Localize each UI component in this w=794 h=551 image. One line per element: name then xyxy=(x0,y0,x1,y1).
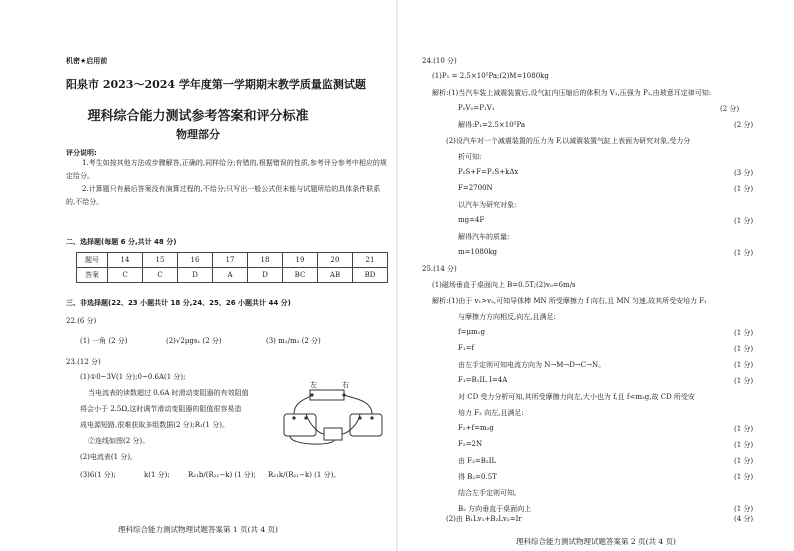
switch-shape xyxy=(324,428,342,440)
q23-line7-a: (3)6(1 分); xyxy=(80,471,116,479)
answer-cell: BC xyxy=(283,268,318,283)
question-number-cell: 15 xyxy=(143,253,178,268)
q23-line2: 当电流表的读数超过 0.6A 时滑动变阻器的有效阻值 xyxy=(88,389,249,397)
section-subtitle: 物理部分 xyxy=(176,128,220,141)
answer-table-answer-row xyxy=(77,268,388,283)
page-footer: 理科综合能力测试物理试题答案第 2 页(共 4 页) xyxy=(516,537,676,546)
q25-equation: 由 F₂=B₂IL xyxy=(458,457,497,465)
scoring-note-2: 2.计算题只有最后答案没有演算过程的,不给分;只写出一般公式但未能与试题所给的具体条件联系的,不给分。 xyxy=(66,185,381,206)
answer-cell: C xyxy=(143,268,178,283)
question-number-cell: 21 xyxy=(353,253,388,268)
q25-score: (1 分) xyxy=(734,361,754,369)
q23-line6: (2)电流表(1 分)。 xyxy=(80,453,138,461)
q24-equation: F=2700N xyxy=(458,184,493,192)
q25-equation: (2)由 B₁Lv₁+B₂Lv₂=Ir xyxy=(446,515,522,523)
q22-part2: (2)√2μgs₁ (2 分) xyxy=(166,337,222,345)
q23-line5: ②连线如图(2 分)。 xyxy=(88,437,150,445)
q25-equation: F₂=2N xyxy=(458,440,483,448)
diagram-label-left: 左 xyxy=(310,381,317,389)
q25-answer: (1)磁场垂直于桌面向上 B=0.5T;(2)v₀=6m/s xyxy=(432,281,576,289)
circuit-diagram xyxy=(280,380,390,450)
q25-score: (1 分) xyxy=(734,425,754,433)
q25-line: 由左手定则可知电流方向为 N→M→D→C→N。 xyxy=(458,361,606,369)
answer-cell: D xyxy=(178,268,213,283)
q25-line: 与摩擦力方向相反,向左,且满足: xyxy=(458,313,556,321)
q25-line: 解析:(1)由于 v₁>v₂,可知导体棒 MN 所受摩擦力 f 向右,且 MN 匀速,故其所受安培力 F₁ xyxy=(432,297,707,305)
answer-cell: A xyxy=(213,268,248,283)
q24-line: 解得汽车的质量: xyxy=(458,233,510,241)
q24-score: (3 分) xyxy=(734,169,754,177)
ammeter-shape xyxy=(284,414,316,436)
q25-equation: f=μm₁g xyxy=(458,328,485,336)
q23-line4: 成电源短路,很难获取多组数据(2 分);R₁(1 分)。 xyxy=(80,421,229,429)
answer-cell: AB xyxy=(318,268,353,283)
notes-heading: 评分说明: xyxy=(66,149,97,157)
scoring-note-1: 1.考生如按其他方法或步骤解答,正确的,同样给分;有错的,根据错误的性质,参考评分参考中相应的规定给分。 xyxy=(66,159,387,180)
q25-score: (4 分) xyxy=(734,515,754,523)
q24-heading: 24.(10 分) xyxy=(422,57,457,65)
q23-line3: 将会小于 2.5Ω,这时调节滑动变阻器的阻值很容易造 xyxy=(80,405,242,413)
question-number-cell: 19 xyxy=(283,253,318,268)
q24-line: 解析:(1)当汽车装上减震装置后,设气缸内压缩后的体积为 V₁,压强为 P₁,由玻意耳定律可知: xyxy=(432,89,712,97)
q24-line: (2)设汽车对一个减震装置的压力为 F,以减震装置气缸上表面为研究对象,受力分 xyxy=(446,137,691,145)
q25-equation: F₂+f=m₂g xyxy=(458,424,494,432)
q25-line: 对 CD 受力分析可知,其所受摩擦力向左,大小也为 f,且 f<m₂g,故 CD 所受安 xyxy=(458,393,695,401)
answer-cell: C xyxy=(108,268,143,283)
q25-score: (1 分) xyxy=(734,377,754,385)
q23-line7-b: k(1 分); xyxy=(144,471,170,479)
q25-score: (1 分) xyxy=(734,345,754,353)
section-nonchoice-heading: 三、非选择题(22、23 小题共计 18 分,24、25、26 小题共计 44 分) xyxy=(66,299,291,307)
q23-heading: 23.(12 分) xyxy=(66,358,101,366)
confidential-label: 机密★启用前 xyxy=(66,57,108,65)
diagram-label-right: 右 xyxy=(342,381,349,389)
q25-equation: 得 B₂=0.5T xyxy=(458,473,497,481)
q25-line: 结合左手定则可知, xyxy=(458,489,517,497)
q23-line1: (1)①0~3V(1 分);0~0.6A(1 分); xyxy=(80,373,186,381)
section-choice-heading: 二、选择题(每题 6 分,共计 48 分) xyxy=(66,238,177,246)
q24-score: (1 分) xyxy=(734,217,754,225)
answer-cell: BD xyxy=(353,268,388,283)
q24-line: 析可知: xyxy=(458,153,482,161)
q25-heading: 25.(14 分) xyxy=(422,265,457,273)
q25-line: B₂ 方向垂直于桌面向上 xyxy=(458,505,532,513)
answer-table-number-row xyxy=(77,253,388,268)
q24-equation: 解得:P₁=2.5×10⁵Pa xyxy=(458,121,526,129)
q23-line7-d: R₂₁k/(R₂₁−k) (1 分)。 xyxy=(268,471,341,479)
answer-page-2 xyxy=(398,0,794,551)
q24-score: (2 分) xyxy=(734,121,754,129)
rheostat-shape xyxy=(310,390,344,400)
q22-part1: (1) 一角 (2 分) xyxy=(80,337,128,345)
q22-heading: 22.(6 分) xyxy=(66,317,97,325)
q24-equation: mg=4F xyxy=(458,216,485,224)
question-number-cell: 16 xyxy=(178,253,213,268)
answer-page-1 xyxy=(0,0,396,551)
question-number-cell: 17 xyxy=(213,253,248,268)
q25-equation: F₁=f xyxy=(458,344,475,352)
page-footer: 理科综合能力测试物理试题答案第 1 页(共 4 页) xyxy=(118,525,278,534)
exam-title: 阳泉市 2023～2024 学年度第一学期期末教学质量监测试题 xyxy=(66,78,366,91)
q25-line: 培力 F₂ 向左,且满足: xyxy=(458,409,524,417)
q24-answer: (1)P₁ = 2.5×10⁵Pa;(2)M=1080kg xyxy=(432,72,549,80)
q24-equation: P₀V₀=P₁V₁ xyxy=(458,104,495,112)
q25-score: (1 分) xyxy=(734,505,754,513)
q24-equation: m=1080kg xyxy=(458,248,498,256)
q24-line: 以汽车为研究对象: xyxy=(458,201,517,209)
answer-cell: D xyxy=(248,268,283,283)
q25-score: (1 分) xyxy=(734,457,754,465)
q24-score: (1 分) xyxy=(734,185,754,193)
question-number-cell: 14 xyxy=(108,253,143,268)
answer-table xyxy=(76,252,388,283)
q25-score: (1 分) xyxy=(734,473,754,481)
q23-line7-c: R₂₁b/(R₂₁−k) (1 分); xyxy=(188,471,256,479)
q24-equation: P₀S+F=P₁S+kΔx xyxy=(458,168,519,176)
main-title: 理科综合能力测试参考答案和评分标准 xyxy=(87,109,309,124)
q25-score: (1 分) xyxy=(734,441,754,449)
q24-score: (1 分) xyxy=(734,249,754,257)
q24-score: (2 分) xyxy=(720,105,740,113)
q22-part3: (3) m₁/m₂ (2 分) xyxy=(266,337,321,345)
question-number-cell: 18 xyxy=(248,253,283,268)
table-row-label: 答案 xyxy=(77,268,108,283)
question-number-cell: 20 xyxy=(318,253,353,268)
q25-score: (1 分) xyxy=(734,329,754,337)
table-row-label: 题号 xyxy=(77,253,108,268)
q25-equation: F₁=B₁IL I=4A xyxy=(458,376,508,384)
